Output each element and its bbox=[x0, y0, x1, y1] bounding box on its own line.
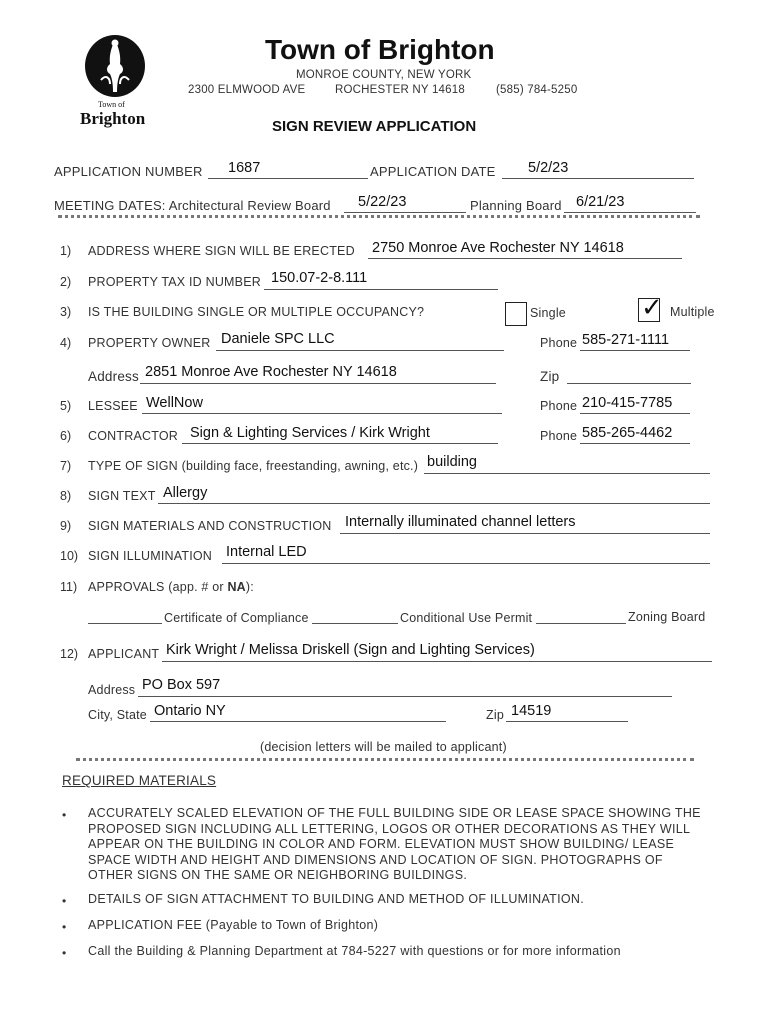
checkmark-icon: ✓ bbox=[641, 293, 663, 323]
q3-label: IS THE BUILDING SINGLE OR MULTIPLE OCCUPANCY? bbox=[88, 305, 425, 319]
q6-phone-line bbox=[580, 443, 690, 444]
separator-bottom bbox=[76, 758, 694, 765]
bullet-1-dot: • bbox=[62, 808, 67, 822]
q2-line bbox=[264, 289, 498, 290]
arb-date-value[interactable]: 5/22/23 bbox=[358, 194, 407, 210]
q4-address-line bbox=[140, 383, 496, 384]
q9-number: 9) bbox=[60, 519, 72, 533]
q8-number: 8) bbox=[60, 489, 72, 503]
q12-zip-line bbox=[506, 721, 628, 722]
q12-city-label: City, State bbox=[88, 708, 147, 722]
q1-number: 1) bbox=[60, 244, 72, 258]
q12-line bbox=[162, 661, 712, 662]
q5-label: LESSEE bbox=[88, 399, 138, 413]
zoning-label: Zoning Board bbox=[628, 610, 706, 624]
q4-address-label: Address bbox=[88, 369, 139, 384]
q12-address-label: Address bbox=[88, 683, 136, 697]
q1-line bbox=[368, 258, 682, 259]
q5-line bbox=[142, 413, 502, 414]
q12-city-value[interactable]: Ontario NY bbox=[154, 703, 226, 719]
q12-label: APPLICANT bbox=[88, 647, 160, 661]
application-number-line bbox=[208, 178, 368, 179]
town-logo bbox=[80, 34, 152, 134]
logo-small-text: Town of bbox=[98, 100, 125, 109]
bullet-2-dot: • bbox=[62, 894, 67, 908]
q8-label: SIGN TEXT bbox=[88, 489, 156, 503]
bullet-4-dot: • bbox=[62, 946, 67, 960]
multiple-label: Multiple bbox=[670, 305, 715, 319]
q10-line bbox=[222, 563, 710, 564]
phone-text: (585) 784-5250 bbox=[496, 84, 578, 96]
q4-phone-line bbox=[580, 350, 690, 351]
q11-label-a: APPROVALS (app. # or bbox=[88, 580, 228, 594]
single-label: Single bbox=[530, 306, 566, 320]
q8-line bbox=[158, 503, 710, 504]
application-number-label: APPLICATION NUMBER bbox=[54, 164, 203, 179]
required-item-2: DETAILS OF SIGN ATTACHMENT TO BUILDING AND METHOD OF ILLUMINATION. bbox=[88, 892, 585, 906]
q12-zip-value[interactable]: 14519 bbox=[511, 703, 552, 719]
q11-label bbox=[88, 580, 254, 594]
q2-number: 2) bbox=[60, 275, 72, 289]
bullet-3-dot: • bbox=[62, 920, 67, 934]
q12-number: 12) bbox=[60, 647, 79, 661]
application-date-value[interactable]: 5/2/23 bbox=[528, 160, 569, 176]
q5-value[interactable]: WellNow bbox=[146, 395, 203, 411]
logo-big-text: Brighton bbox=[80, 109, 146, 128]
cup-line bbox=[312, 623, 398, 624]
q3-number: 3) bbox=[60, 305, 72, 319]
planning-date-line bbox=[564, 212, 696, 213]
q4-label: PROPERTY OWNER bbox=[88, 336, 211, 350]
q6-phone-label: Phone bbox=[540, 429, 578, 443]
q12-value[interactable]: Kirk Wright / Melissa Driskell (Sign and Lighting Services) bbox=[166, 642, 535, 658]
required-item-4: Call the Building & Planning Department at 784-5227 with questions or for more information bbox=[88, 944, 621, 958]
required-item-3: APPLICATION FEE (Payable to Town of Brighton) bbox=[88, 918, 379, 932]
q11-label-c: ): bbox=[245, 580, 254, 594]
q6-line bbox=[182, 443, 498, 444]
planning-date-value[interactable]: 6/21/23 bbox=[576, 194, 625, 210]
county-text: MONROE COUNTY, NEW YORK bbox=[296, 69, 472, 81]
cert-label: Certificate of Compliance bbox=[164, 611, 309, 625]
street-address: 2300 ELMWOOD AVE bbox=[188, 84, 306, 96]
q9-label: SIGN MATERIALS AND CONSTRUCTION bbox=[88, 519, 332, 533]
cert-line bbox=[88, 623, 162, 624]
form-title: SIGN REVIEW APPLICATION bbox=[272, 118, 477, 135]
q4-zip-line bbox=[567, 383, 691, 384]
q11-number: 11) bbox=[60, 580, 78, 594]
q12-address-value[interactable]: PO Box 597 bbox=[142, 677, 221, 693]
application-date-label: APPLICATION DATE bbox=[370, 164, 496, 179]
q4-address-value[interactable]: 2851 Monroe Ave Rochester NY 14618 bbox=[145, 364, 397, 380]
meeting-dates-label: MEETING DATES: Architectural Review Board bbox=[54, 198, 331, 213]
q12-city-line bbox=[150, 721, 446, 722]
q1-label: ADDRESS WHERE SIGN WILL BE ERECTED bbox=[88, 244, 355, 258]
q2-value[interactable]: 150.07-2-8.111 bbox=[271, 270, 368, 286]
cup-label: Conditional Use Permit bbox=[400, 611, 533, 625]
q4-phone-value[interactable]: 585-271-1111 bbox=[582, 332, 670, 348]
q11-label-na: NA bbox=[227, 580, 246, 594]
q12-zip-label: Zip bbox=[486, 708, 504, 722]
q8-value[interactable]: Allergy bbox=[163, 485, 208, 501]
required-item-1: ACCURATELY SCALED ELEVATION OF THE FULL BUILDING SIDE OR LEASE SPACE SHOWING THE PROPOSED SIGN INCLUDING ALL LETTERING, LOGOS OR OTHER DECORATIONS AS THEY WILL APPEAR ON THE BUILDING IN COLOR AND FORM. ELEVATION MUST SHOW BUILDING/ LEASE SPACE WIDTH AND HEIGHT AND DIMENSIONS AND LOCATION OF SIGN. PHOTOGRAPHS OF OTHER SIGNS ON THE SAME OR NEIGHBORING BUILDINGS. bbox=[88, 806, 701, 882]
q6-phone-value[interactable]: 585-265-4462 bbox=[582, 425, 673, 441]
application-date-line bbox=[502, 178, 694, 179]
q5-number: 5) bbox=[60, 399, 72, 413]
q6-label: CONTRACTOR bbox=[88, 429, 178, 443]
q4-owner-value[interactable]: Daniele SPC LLC bbox=[221, 331, 335, 347]
application-number-value[interactable]: 1687 bbox=[228, 160, 261, 176]
q7-line bbox=[424, 473, 710, 474]
decision-note: (decision letters will be mailed to applicant) bbox=[260, 740, 507, 754]
q10-value[interactable]: Internal LED bbox=[226, 544, 307, 560]
arb-date-line bbox=[344, 212, 466, 213]
page-title: Town of Brighton bbox=[265, 34, 495, 65]
q5-phone-line bbox=[580, 413, 690, 414]
planning-board-label: Planning Board bbox=[470, 198, 562, 213]
q7-label: TYPE OF SIGN (building face, freestanding, awning, etc.) bbox=[88, 459, 419, 473]
q4-owner-line bbox=[216, 350, 504, 351]
q10-label: SIGN ILLUMINATION bbox=[88, 549, 213, 563]
q9-line bbox=[340, 533, 710, 534]
q7-value[interactable]: building bbox=[427, 454, 477, 470]
q4-phone-label: Phone bbox=[540, 336, 578, 350]
q12-address-line bbox=[138, 696, 672, 697]
q2-label: PROPERTY TAX ID NUMBER bbox=[88, 275, 261, 289]
q1-value[interactable]: 2750 Monroe Ave Rochester NY 14618 bbox=[372, 240, 624, 256]
q9-value[interactable]: Internally illuminated channel letters bbox=[345, 514, 576, 530]
zoning-line bbox=[536, 623, 626, 624]
q7-number: 7) bbox=[60, 459, 72, 473]
city-text: ROCHESTER NY 14618 bbox=[335, 84, 465, 96]
required-materials-heading: REQUIRED MATERIALS bbox=[62, 773, 217, 788]
q6-value[interactable]: Sign & Lighting Services / Kirk Wright bbox=[190, 425, 430, 441]
q10-number: 10) bbox=[60, 549, 79, 563]
q4-number: 4) bbox=[60, 336, 72, 350]
separator-top bbox=[58, 215, 700, 222]
q4-zip-label: Zip bbox=[540, 369, 560, 384]
single-checkbox[interactable] bbox=[505, 302, 527, 326]
q5-phone-label: Phone bbox=[540, 399, 578, 413]
q5-phone-value[interactable]: 210-415-7785 bbox=[582, 395, 673, 411]
q6-number: 6) bbox=[60, 429, 72, 443]
